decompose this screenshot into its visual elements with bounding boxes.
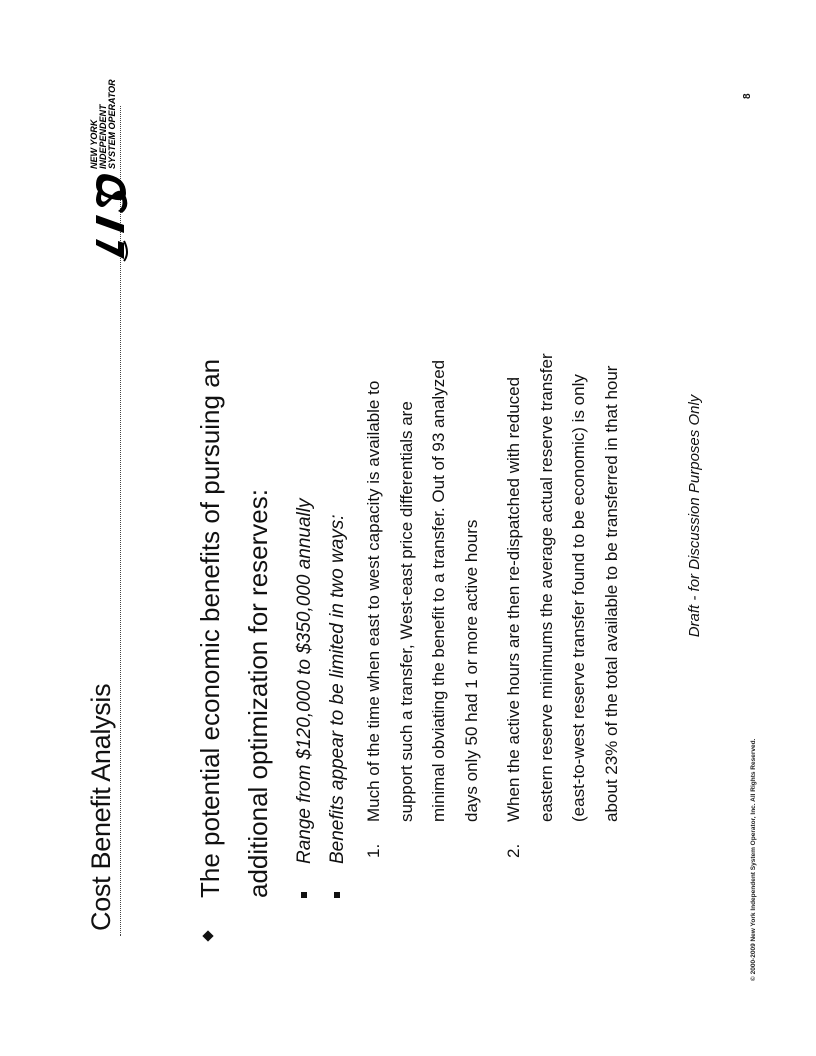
numbered-item	[498, 158, 628, 858]
numbered-list	[358, 158, 638, 858]
diamond-bullet-icon	[202, 930, 213, 941]
draft-note: Draft - for Discussion Purposes Only	[686, 394, 703, 638]
slide-title: Cost Benefit Analysis	[86, 683, 116, 931]
main-bullet-line-2: additional optimization for reserves:	[243, 489, 273, 898]
sub-bullet-text: Range from $120,000 to $350,000 annually	[294, 498, 315, 864]
nyiso-logo-mark-icon	[90, 171, 130, 263]
item-line: (east-to-west reserve transfer found to be economic) is only	[569, 374, 588, 822]
item-line: about 23% of the total available to be transferred in that hour	[601, 365, 621, 822]
main-bullet	[186, 224, 282, 924]
item-line: days only 50 had 1 or more active hours	[461, 519, 481, 822]
sub-bullet-item	[321, 138, 354, 898]
nyiso-logo	[88, 79, 130, 263]
square-bullet-icon	[301, 892, 307, 898]
numbered-item	[358, 158, 488, 858]
logo-line-2: INDEPENDENT	[98, 104, 108, 169]
sub-bullet-list	[288, 138, 354, 898]
item-line: eastern reserve minimums the average actual reserve transfer	[536, 353, 556, 822]
item-line: support such a transfer, West-east price differentials are	[396, 401, 416, 822]
logo-line-1: NEW YORK	[89, 119, 99, 169]
item-line: When the active hours are then re-dispatched with reduced	[504, 376, 523, 822]
sub-bullet-item	[288, 138, 321, 898]
logo-wordmark	[89, 79, 117, 169]
logo-line-3: SYSTEM OPERATOR	[107, 79, 117, 169]
square-bullet-icon	[334, 892, 340, 898]
page-number: 8	[742, 93, 753, 99]
main-bullet-line-1: The potential economic benefits of pursuing an	[195, 358, 225, 898]
sub-bullet-text: Benefits appear to be limited in two ways:	[327, 514, 348, 864]
item-line: Much of the time when east to west capacity is available to	[364, 380, 383, 822]
copyright-footer: © 2000-2009 New York Independent System Operator, Inc. All Rights Reserved.	[750, 738, 757, 981]
item-number: 2.	[504, 843, 523, 858]
item-number: 1.	[364, 843, 383, 858]
item-line: minimal obviating the benefit to a transfer. Out of 93 analyzed	[429, 359, 448, 822]
